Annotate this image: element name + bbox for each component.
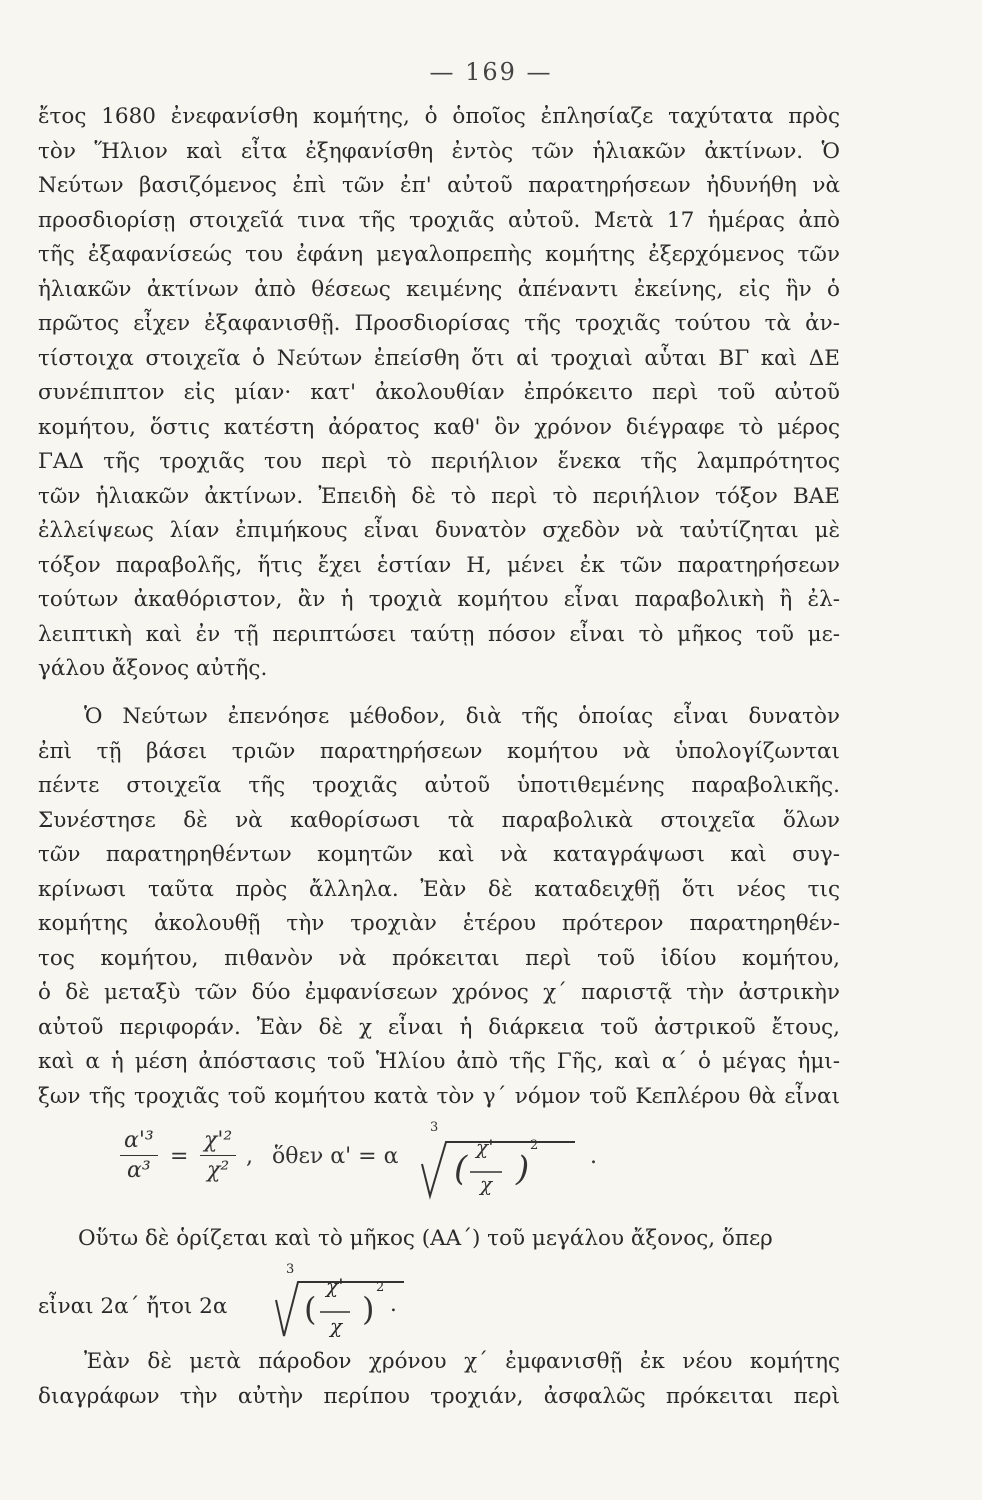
fraction-denominator: χ² [207,1158,230,1183]
text-line: τος κομήτου, πιθανὸν νὰ πρόκειται περὶ τοῦ ἰδίου κομήτου, [38,945,840,971]
fraction-numerator: α'³ [120,1128,158,1156]
text-line: προσδιορίσῃ στοιχεῖά τινα τῆς τροχιᾶς αὐτοῦ. Μετὰ 17 ἡμέρας ἀπὸ [38,207,840,233]
svg-text:(: ( [304,1290,317,1328]
fraction-numerator: χ'² [200,1128,236,1156]
text-line: ἔτος 1680 ἐνεφανίσθη κομήτης, ὁ ὁποῖος ἐπλησίαζε ταχύτατα πρὸς [38,104,840,129]
text-line: ὁ δὲ μεταξὺ τῶν δύο ἐμφανίσεων χρόνος χ΄ παριστᾷ τὴν ἀστρικὴν [38,980,840,1005]
othen-text: ὅθεν α' = α [272,1144,399,1169]
cube-root-icon [420,1134,580,1204]
axis-length-formula [38,1262,638,1352]
text-line: πέντε στοιχεῖα τῆς τροχιᾶς αὐτοῦ ὑποτιθεμένης παραβολικῆς. [38,773,840,798]
text-line: κομήτου, ὅστις κατέστη ἀόρατος καθ' ὃν χρόνον διέγραφε τὸ μέρος [38,414,840,440]
paragraph-1 [38,100,840,687]
kepler-formula [120,1120,840,1215]
text-line: Συνέστησε δὲ νὰ καθορίσωσι τὰ παραβολικὰ στοιχεῖα ὅλων [38,807,840,833]
text-line: πρῶτος εἶχεν ἐξαφανισθῇ. Προσδιορίσας τῆς τροχιᾶς τούτου τὰ ἀν- [38,311,840,336]
text-line: συνέπιπτον εἰς μίαν· κατ' ἀκολουθίαν ἐπρόκειτο περὶ τοῦ αὐτοῦ [38,380,840,405]
text-line: Ἐὰν δὲ μετὰ πάροδον χρόνου χ΄ ἐμφανισθῇ ἐκ νέου κομήτης [84,1349,840,1374]
comma: , [246,1144,253,1169]
root-index: 3 [286,1262,295,1277]
text-line: λειπτικὴ καὶ ἐν τῇ περιπτώσει ταύτῃ πόσον εἶναι τὸ μῆκος τοῦ με- [38,621,840,647]
paragraph-4 [38,1345,840,1414]
text-line: τῶν ἡλιακῶν ἀκτίνων. Ἐπειδὴ δὲ τὸ περὶ τὸ περιήλιον τόξον ΒΑΕ [38,483,840,509]
text-line: τόξον παραβολῆς, ἥτις ἔχει ἑστίαν Η, μένει ἐκ τῶν παρατηρήσεων [38,552,840,578]
text-line: διαγράφων τὴν αὐτὴν περίπου τροχιάν, ἀσφαλῶς πρόκειται περὶ [38,1383,840,1409]
formula-prefix: εἶναι 2α΄ ἤτοι 2α [38,1294,228,1319]
root-index: 3 [430,1120,439,1135]
text-line: ΓΑΔ τῆς τροχιᾶς του περὶ τὸ περιήλιον ἕνεκα τῆς λαμπρότητος [38,449,840,474]
text-line: ἡλιακῶν ἀκτίνων ἀπὸ θέσεως κειμένης ἀπέναντι ἐκείνης, εἰς ἣν ὁ [38,276,840,302]
paragraph-3: Οὕτω δὲ ὁρίζεται καὶ τὸ μῆκος (ΑΑ΄) τοῦ μεγάλου ἄξονος, ὅπερ [78,1226,773,1251]
text-line: αὐτοῦ περιφοράν. Ἐὰν δὲ χ εἶναι ἡ διάρκεια τοῦ ἀστρικοῦ ἔτους, [38,1014,840,1040]
text-line: τὸν Ἥλιον καὶ εἶτα ἐξηφανίσθη ἐντὸς τῶν ἡλιακῶν ἀκτίνων. Ὁ [38,138,840,164]
period: . [390,1292,397,1317]
svg-text:(: ( [454,1149,468,1189]
text-line: τῶν παρατηρηθέντων κομητῶν καὶ νὰ καταγράψωσι καὶ συγ- [38,842,840,867]
inner-numerator: χ' [476,1135,494,1159]
fraction-chi [200,1128,236,1183]
text-line: γάλου ἄξονος αὐτῆς. [38,656,268,681]
exponent: 2 [376,1280,385,1295]
text-line: ξων τῆς τροχιᾶς τοῦ κομήτου κατὰ τὸν γ΄ νόμον τοῦ Κεπλέρου θὰ εἶναι [38,1083,840,1109]
text-line: ἐλλείψεως λίαν ἐπιμήκους εἶναι δυνατὸν σχεδὸν νὰ ταὐτίζηται μὲ [38,518,840,543]
exponent: 2 [530,1138,539,1153]
inner-denominator: χ [330,1314,343,1338]
text-line: ἐπὶ τῇ βάσει τριῶν παρατηρήσεων κομήτου νὰ ὑπολογίζωνται [38,738,840,764]
text-line: τούτων ἀκαθόριστον, ἂν ἡ τροχιὰ κομήτου εἶναι παραβολικὴ ἢ ἐλ- [38,587,840,612]
text-line: Ὁ Νεύτων ἐπενόησε μέθοδον, διὰ τῆς ὁποίας εἶναι δυνατὸν [84,704,840,729]
svg-text:): ) [362,1290,375,1328]
equals-sign: = [170,1144,189,1169]
text-line: τῆς ἐξαφανίσεώς του ἐφάνη μεγαλοπρεπὴς κομήτης ἐξερχόμενος τῶν [38,242,840,267]
page-number: — 169 — [429,58,553,86]
fraction-a [120,1128,158,1183]
inner-denominator: χ [480,1172,493,1196]
text-line: καὶ α ἡ μέση ἀπόστασις τοῦ Ἡλίου ἀπὸ τῆς Γῆς, καὶ α΄ ὁ μέγας ἡμι- [38,1049,840,1074]
period: . [590,1144,597,1169]
cube-root-icon [274,1276,424,1346]
text-line: Νεύτων βασιζόμενος ἐπὶ τῶν ἐπ' αὐτοῦ παρατηρήσεων ἠδυνήθη νὰ [38,173,840,198]
text-line: κομήτης ἀκολουθῇ τὴν τροχιὰν ἑτέρου πρότερον παρατηρηθέν- [38,911,840,936]
fraction-denominator: α³ [127,1158,151,1183]
paragraph-2 [38,700,840,1114]
inner-numerator: χ' [326,1274,344,1298]
svg-text:): ) [516,1149,530,1189]
text-line: κρίνωσι ταῦτα πρὸς ἄλληλα. Ἐὰν δὲ καταδειχθῇ ὅτι νέος τις [38,876,840,902]
text-line: τίστοιχα στοιχεῖα ὁ Νεύτων ἐπείσθη ὅτι αἱ τροχιαὶ αὗται ΒΓ καὶ ΔΕ [38,345,840,371]
